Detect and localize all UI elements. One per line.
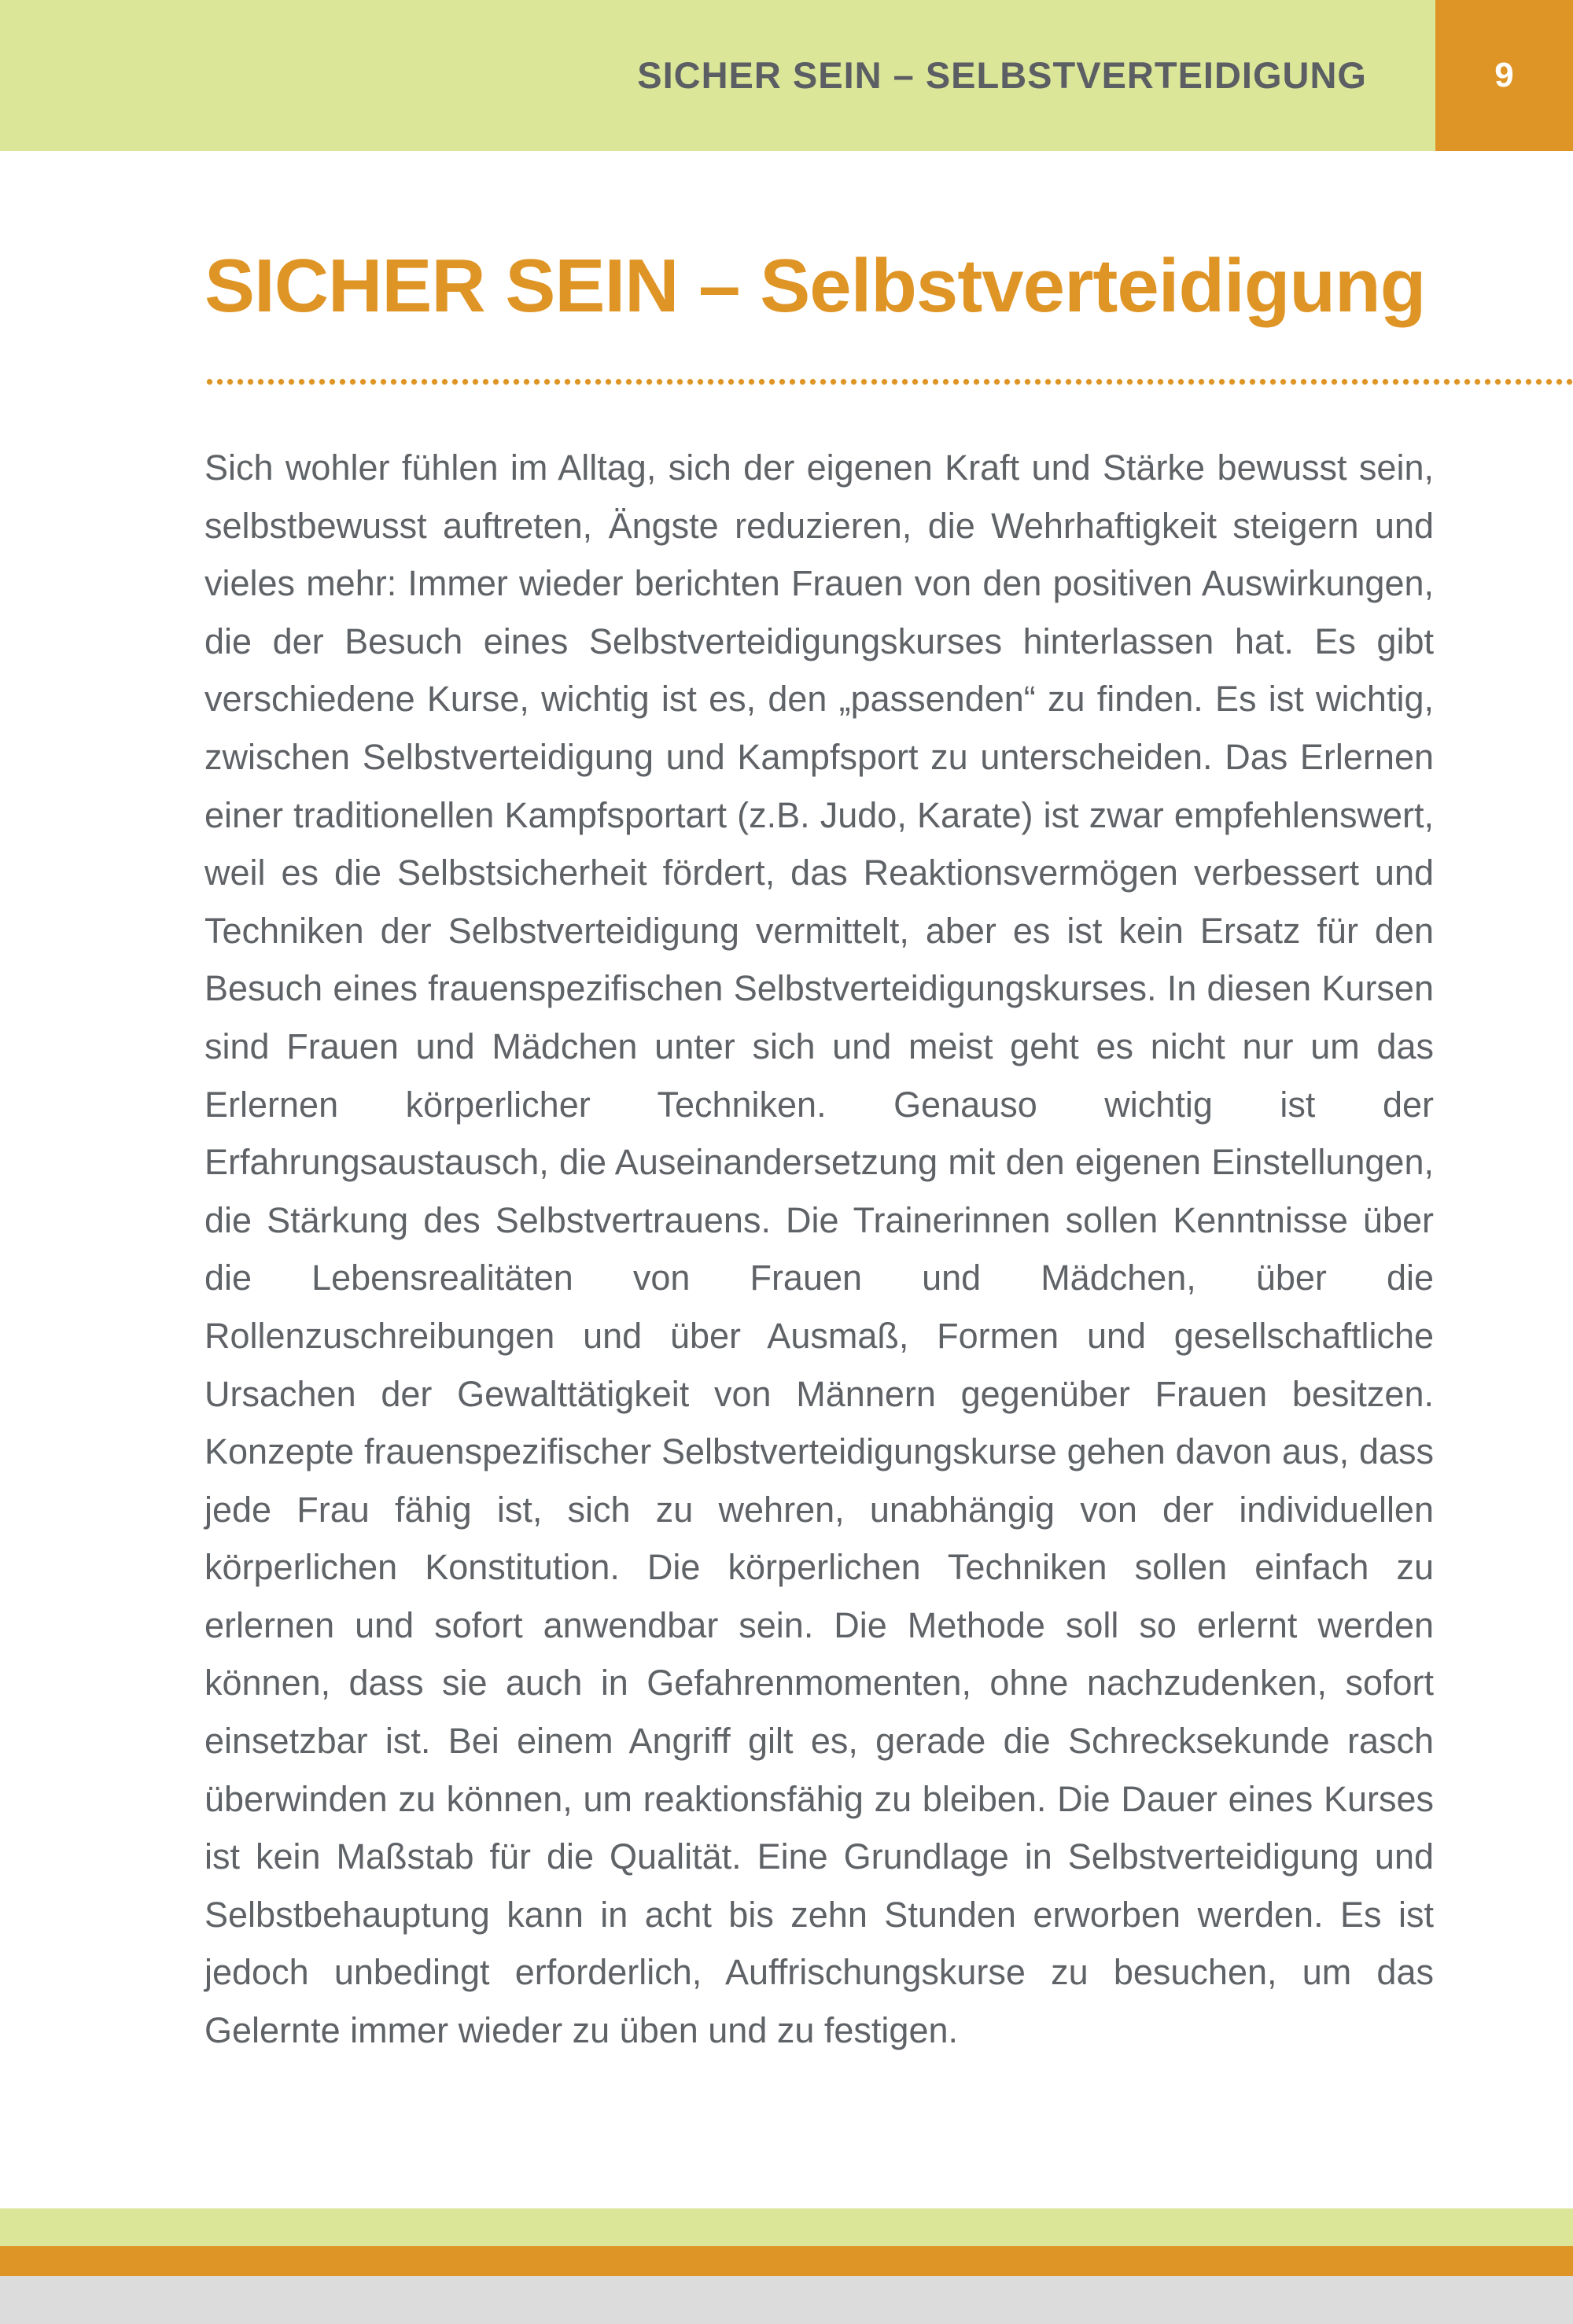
- page-title: SICHER SEIN – Selbstverteidigung: [204, 244, 1426, 328]
- page-number: 9: [1494, 56, 1514, 94]
- dotted-divider: [204, 378, 1573, 385]
- footer-band-grey: [0, 2276, 1573, 2324]
- running-head: SICHER SEIN – SELBSTVERTEIDIGUNG: [637, 54, 1367, 96]
- footer-band-green: [0, 2208, 1573, 2246]
- footer-band-orange: [0, 2246, 1573, 2276]
- body-paragraph: Sich wohler fühlen im Alltag, sich der eigenen Kraft und Stärke bewusst sein, selbstbewusst auftreten, Ängste reduzieren, die Wehrhaftigkeit steigern und vieles mehr: Immer wieder berichten Frauen von den positiven Auswirkungen, die der Besuch eines Selbstverteidigungskurses hinterlassen hat. Es gibt verschiedene Kurse, wichtig ist es, den „passenden“ zu finden. Es ist wichtig, zwischen Selbstverteidigung und Kampfsport zu unterscheiden. Das Erlernen einer traditionellen Kampfsportart (z.B. Judo, Karate) ist zwar empfehlenswert, weil es die Selbstsicherheit fördert, das Reaktionsvermögen verbessert und Techniken der Selbstverteidigung vermittelt, aber es ist kein Ersatz für den Besuch eines frauenspezifischen Selbstverteidigungskurses. In diesen Kursen sind Frauen und Mädchen unter sich und meist geht es nicht nur um das Erlernen körperlicher Techniken. Genauso wichtig ist der Erfahrungsaustausch, die Auseinandersetzung mit den eigenen Einstellungen, die Stärkung des Selbstvertrauens. Die Trainerinnen sollen Kenntnisse über die Lebensrealitäten von Frauen und Mädchen, über die Rollenzuschreibungen und über Ausmaß, Formen und gesellschaftliche Ursachen der Gewalttätigkeit von Männern gegenüber Frauen besitzen. Konzepte frauenspezifischer Selbstverteidigungskurse gehen davon aus, dass jede Frau fähig ist, sich zu wehren, unabhängig von der individuellen körperlichen Konstitution. Die körperlichen Techniken sollen einfach zu erlernen und sofort anwendbar sein. Die Methode soll so erlernt werden können, dass sie auch in Gefahrenmomenten, ohne nachzudenken, sofort einsetzbar ist. Bei einem Angriff gilt es, gerade die Schrecksekunde rasch überwinden zu können, um reaktionsfähig zu bleiben. Die Dauer eines Kurses ist kein Maßstab für die Qualität. Eine Grundlage in Selbstverteidigung und Selbstbehauptung kann in acht bis zehn Stunden erworben werden. Es ist jedoch unbedingt erforderlich, Auffrischungskurse zu besuchen, um das Gelernte immer wieder zu üben und zu festigen.: [204, 447, 1434, 2051]
